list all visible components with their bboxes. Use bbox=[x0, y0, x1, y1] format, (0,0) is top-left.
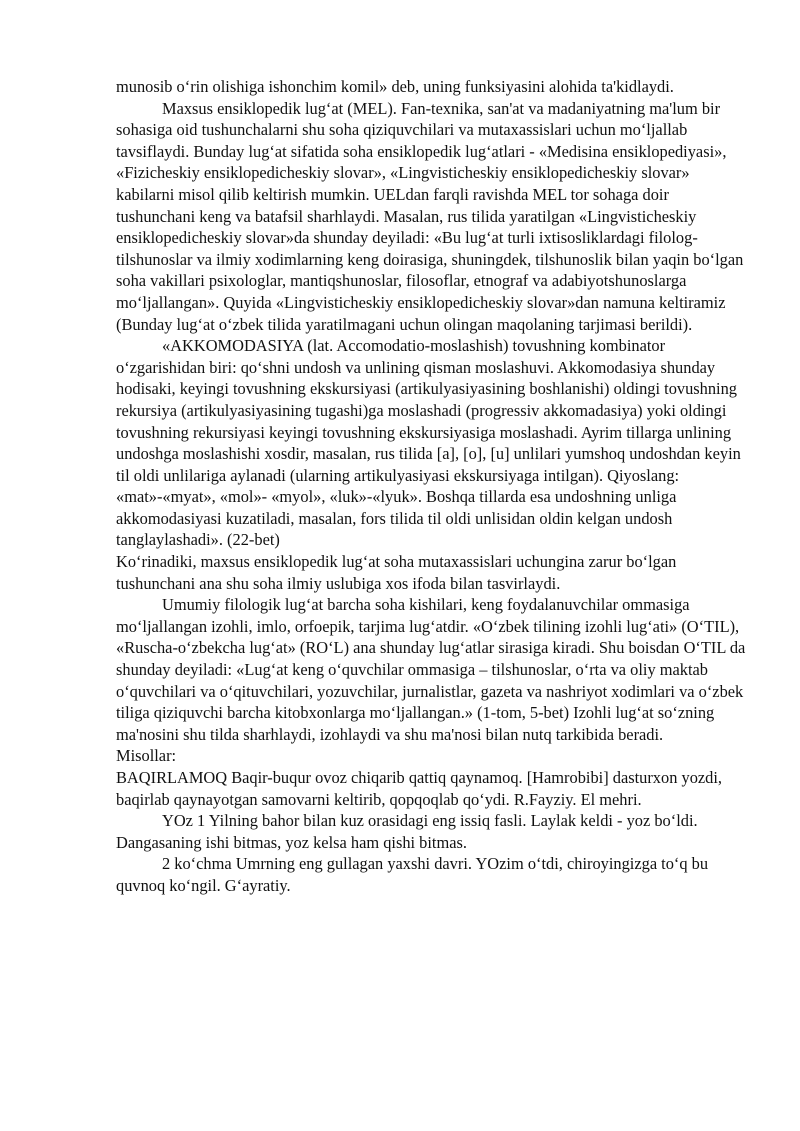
paragraph-akkomodasiya-quote: «AKKOMODASIYA (lat. Accomodatio-moslashish) tovushning kombinator o‘zgarishidan biri: qo‘shni undosh va unlining qisman moslashuvi. Akkomodasiya shunday hodisaki, keyingi tovushning ekskursiyasi (artikulyasiyasining boshlanishi) oldingi tovushning rekursiya (artikulyasiyasining tugashi)ga moslashadi (progressiv akkomadasiya) yoki oldingi tovushning rekursiyasi keyingi tovushning ekskursiyasiga moslashadi. Ayrim tillarga unlining undoshga moslashishi xosdir, masalan, rus tilida [a], [o], [u] unlilari yumshoq undoshdan keyin til oldi unlilariga aylanadi (ularning artikulyasiyasi ekskursiyaga intilgan). Qiyoslang: «mat»-«myat», «mol»- «myol», «luk»-«lyuk». Boshqa tillarda esa undoshning unliga akkomodasiyasi kuzatiladi, masalan, fors tilida til oldi unlisidan oldin kelgan undosh tanglaylashadi». (22-bet) bbox=[116, 336, 741, 550]
paragraph-example-yoz-1: YOz 1 Yilning bahor bilan kuz orasidagi eng issiq fasli. Laylak keldi - yoz bo‘ldi. Dangasaning ishi bitmas, yoz kelsa ham qishi bitmas. bbox=[116, 811, 698, 852]
document-body bbox=[116, 76, 746, 897]
paragraph-general-dictionary: Umumiy filologik lug‘at barcha soha kishilari, keng foydalanuvchilar ommasiga mo‘ljallangan izohli, imlo, orfoepik, tarjima lug‘atdir. «O‘zbek tilining izohli lug‘ati» (O‘TIL), «Ruscha-o‘zbekcha lug‘at» (RO‘L) ana shunday lug‘atlar sirasiga kiradi. Shu boisdan O‘TIL da shunday deyiladi: «Lug‘at keng o‘quvchilar ommasiga – tilshunoslar, o‘rta va oliy maktab o‘quvchilari va o‘qituvchilari, yozuvchilar, jurnalistlar, gazeta va nashriyot xodimlari va o‘zbek tiliga qiziquvchi barcha kitobxonlarga mo‘ljallangan.» (1-tom, 5-bet) Izohli lug‘at so‘zning ma'nosini shu tilda sharhlaydi, izohlaydi va shu ma'nosi bilan nutq tarkibida beradi. bbox=[116, 595, 746, 744]
paragraph-continuation: munosib o‘rin olishiga ishonchim komil» deb, uning funksiyasini alohida ta'kidlaydi. bbox=[116, 77, 674, 96]
paragraph-examples-heading: Misollar: bbox=[116, 746, 177, 766]
paragraph-mel-conclusion: Ko‘rinadiki, maxsus ensiklopedik lug‘at soha mutaxassislari uchungina zarur bo‘lgan tushunchani ana shu soha ilmiy uslubiga xos ifoda bilan tasvirlaydi. bbox=[116, 552, 677, 593]
paragraph-example-yoz-2: 2 ko‘chma Umrning eng gullagan yaxshi davri. YOzim o‘tdi, chiroyingizga to‘q bu quvnoq ko‘ngil. G‘ayratiy. bbox=[116, 854, 709, 895]
paragraph-example-baqirlamoq: BAQIRLAMOQ Baqir-buqur ovoz chiqarib qattiq qaynamoq. [Hamrobibi] dasturxon yozdi, baqirlab qaynayotgan samovarni keltirib, qopqoqlab qo‘ydi. R.Fayziy. El mehri. bbox=[116, 768, 723, 809]
paragraph-mel-definition: Maxsus ensiklopedik lug‘at (MEL). Fan-texnika, san'at va madaniyatning ma'lum bir sohasiga oid tushunchalarni shu soha qiziquvchilari va mutaxassislari uchun mo‘ljallab tavsiflaydi. Bunday lug‘at sifatida soha ensiklopedik lug‘atlari - «Medisina ensiklopediyasi», «Fizicheskiy ensiklopedicheskiy slovar», «Lingvisticheskiy ensiklopedicheskiy slovar» kabilarni misol qilib keltirish mumkin. UELdan farqli ravishda MEL tor sohaga doir tushunchani keng va batafsil sharhlaydi. Masalan, rus tilida yaratilgan «Lingvisticheskiy ensiklopedicheskiy slovar»da shunday deyiladi: «Bu lug‘at turli ixtisosliklardagi filolog-tilshunoslar va ilmiy xodimlarning keng doirasiga, shuningdek, tilshunoslik bilan yaqin bo‘lgan soha vakillari psixologlar, mantiqshunoslar, filosoflar, etnograf va adabiyotshunoslarga mo‘ljallangan». Quyida «Lingvisticheskiy ensiklopedicheskiy slovar»dan namuna keltiramiz (Bunday lug‘at o‘zbek tilida yaratilmagani uchun olingan maqolaning tarjimasi berildi). bbox=[116, 98, 744, 334]
